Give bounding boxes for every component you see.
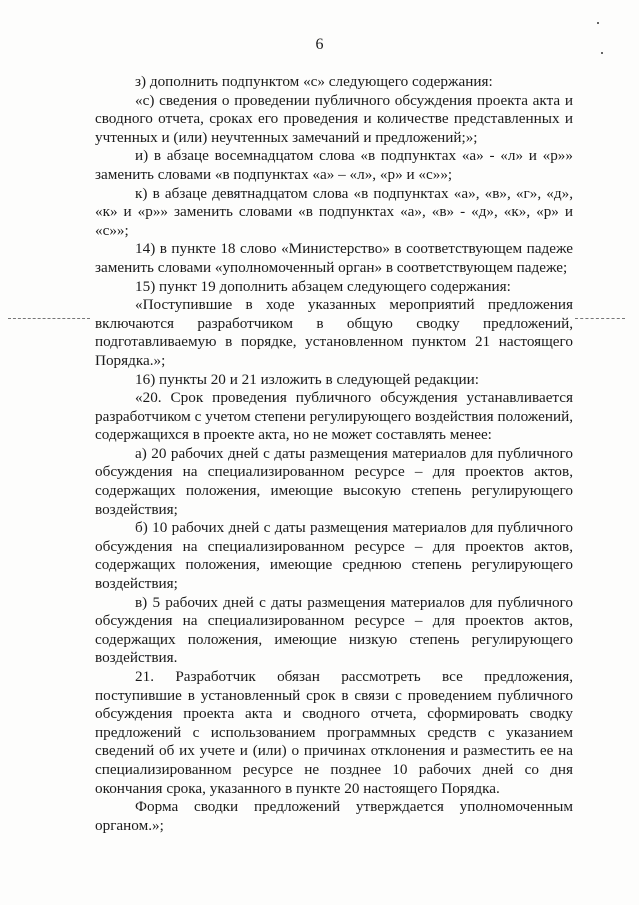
document-body: [95, 73, 573, 835]
paragraph: з) дополнить подпунктом «с» следующего содержания:: [135, 73, 493, 90]
paragraph: 14) в пункте 18 слово «Министерство» в соответствующем падеже заменить словами «уполномоченный орган» в соответствующем падеже;: [95, 240, 573, 276]
paragraph: б) 10 рабочих дней с даты размещения материалов для публичного обсуждения на специализированном ресурсе – для проектов актов, содержащих положения, имеющие среднюю степень регулирующего воздействия;: [95, 519, 573, 593]
paragraph: «с) сведения о проведении публичного обсуждения проекта акта и сводного отчета, сроках его проведения и количестве представленных и учтенных и (или) неучтенных замечаний и предложений;»;: [95, 91, 573, 146]
paragraph: 16) пункты 20 и 21 изложить в следующей редакции:: [135, 370, 479, 388]
paragraph: «Поступившие в ходе указанных мероприятий предложения включаются разработчиком в общую сводку предложений, подготавливаемую в порядке, установленном пунктом 21 настоящего Порядка.»;: [95, 296, 573, 369]
scan-dashed-line-right: [575, 318, 625, 319]
page-number: 6: [315, 36, 324, 53]
paragraph: Форма сводки предложений утверждается уполномоченным органом.»;: [95, 798, 573, 834]
paragraph: «20. Срок проведения публичного обсуждения устанавливается разработчиком с учетом степени регулирующего воздействия положений, содержащихся в проекте акта, но не может составлять менее:: [95, 389, 573, 444]
scan-speck: [597, 22, 599, 24]
scan-speck: [601, 52, 603, 54]
paragraph: 15) пункт 19 дополнить абзацем следующего содержания:: [135, 277, 511, 295]
paragraph: в) 5 рабочих дней с даты размещения материалов для публичного обсуждения на специализированном ресурсе – для проектов актов, содержащих положения, имеющие низкую степень регулирующего воздействия.: [95, 593, 573, 667]
paragraph: и) в абзаце восемнадцатом слова «в подпунктах «а» - «л» и «р»» заменить словами «в подпунктах «а» – «л», «р» и «с»»;: [95, 147, 573, 183]
scan-dashed-line-left: [8, 318, 90, 319]
paragraph: а) 20 рабочих дней с даты размещения материалов для публичного обсуждения на специализированном ресурсе – для проектов актов, содержащих положения, имеющие высокую степень регулирующего воздействия;: [95, 444, 573, 518]
paragraph: к) в абзаце девятнадцатом слова «в подпунктах «а», «в», «г», «д», «к» и «р»» заменить словами «в подпунктах «а», «в» - «д», «к», «р» и «с»»;: [95, 184, 573, 239]
paragraph: 21. Разработчик обязан рассмотреть все предложения, поступившие в установленный срок в связи с проведением публичного обсуждения проекта акта и сводного отчета, сформировать сводку предложений с использованием программных средств с указанием сведений об их учете и (или) о причинах отклонения и разместить ее на специализированном ресурсе не позднее 10 рабочих дней со дня окончания срока, указанного в пункте 20 настоящего Порядка.: [95, 668, 573, 797]
